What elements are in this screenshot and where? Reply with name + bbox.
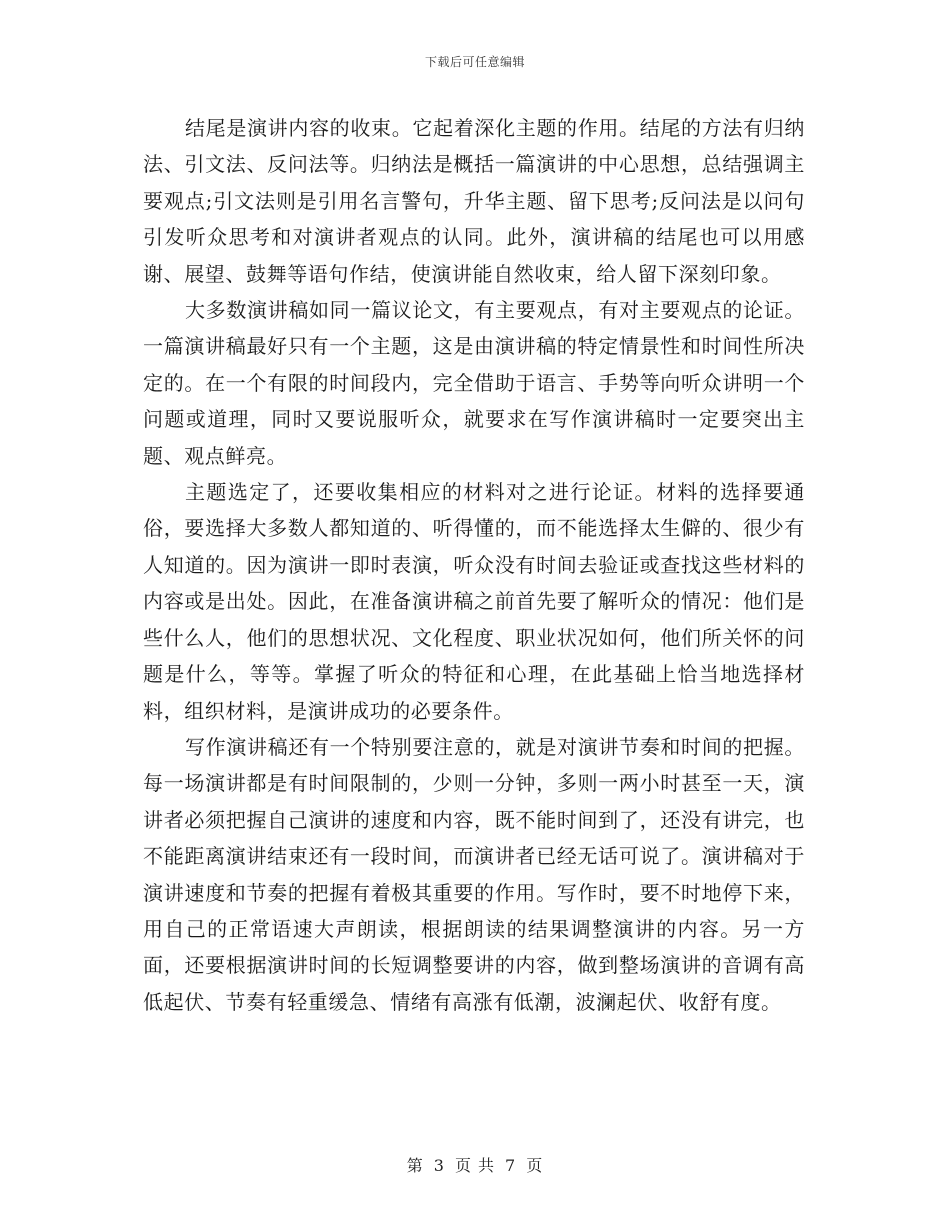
footer-middle: 页 共 [454, 1156, 496, 1175]
footer-prefix: 第 [406, 1156, 424, 1175]
footer-suffix: 页 [526, 1156, 544, 1175]
page-header: 下载后可任意编辑 [424, 55, 525, 69]
paragraph-materials: 主题选定了，还要收集相应的材料对之进行论证。材料的选择要通俗，要选择大多数人都知道的、听得懂的，而不能选择太生僻的、很少有人知道的。因为演讲一即时表演，听众没有时间去验证或查找这些材料的内容或是出处。因此，在准备演讲稿之前首先要了解听众的情况：他们是些什么人，他们的思想状况、文化程度、职业状况如何，他们所关怀的问题是什么，等等。掌握了听众的特征和心理，在此基础上恰当地选择材料，组织材料，是演讲成功的必要条件。 [143, 480, 805, 723]
page-footer [0, 1153, 950, 1176]
document-body [143, 110, 805, 1020]
paragraph-theme: 大多数演讲稿如同一篇议论文，有主要观点，有对主要观点的论证。一篇演讲稿最好只有一个主题，这是由演讲稿的特定情景性和时间性所决定的。在一个有限的时间段内，完全借助于语言、手势等向听众讲明一个问题或道理，同时又要说服听众，就要求在写作演讲稿时一定要突出主题、观点鲜亮。 [143, 298, 805, 468]
footer-page-number: 3 [433, 1156, 445, 1175]
footer-total-pages: 7 [505, 1156, 517, 1175]
paragraph-ending: 结尾是演讲内容的收束。它起着深化主题的作用。结尾的方法有归纳法、引文法、反问法等。归纳法是概括一篇演讲的中心思想，总结强调主要观点;引文法则是引用名言警句，升华主题、留下思考;反问法是以问句引发听众思考和对演讲者观点的认同。此外，演讲稿的结尾也可以用感谢、展望、鼓舞等语句作结，使演讲能自然收束，给人留下深刻印象。 [143, 116, 805, 286]
paragraph-rhythm: 写作演讲稿还有一个特别要注意的，就是对演讲节奏和时间的把握。每一场演讲都是有时间限制的，少则一分钟，多则一两小时甚至一天，演讲者必须把握自己演讲的速度和内容，既不能时间到了，还没有讲完，也不能距离演讲结束还有一段时间，而演讲者已经无话可说了。演讲稿对于演讲速度和节奏的把握有着极其重要的作用。写作时，要不时地停下来，用自己的正常语速大声朗读，根据朗读的结果调整演讲的内容。另一方面，还要根据演讲时间的长短调整要讲的内容，做到整场演讲的音调有高低起伏、节奏有轻重缓急、情绪有高涨有低潮，波澜起伏、收舒有度。 [143, 734, 805, 1014]
